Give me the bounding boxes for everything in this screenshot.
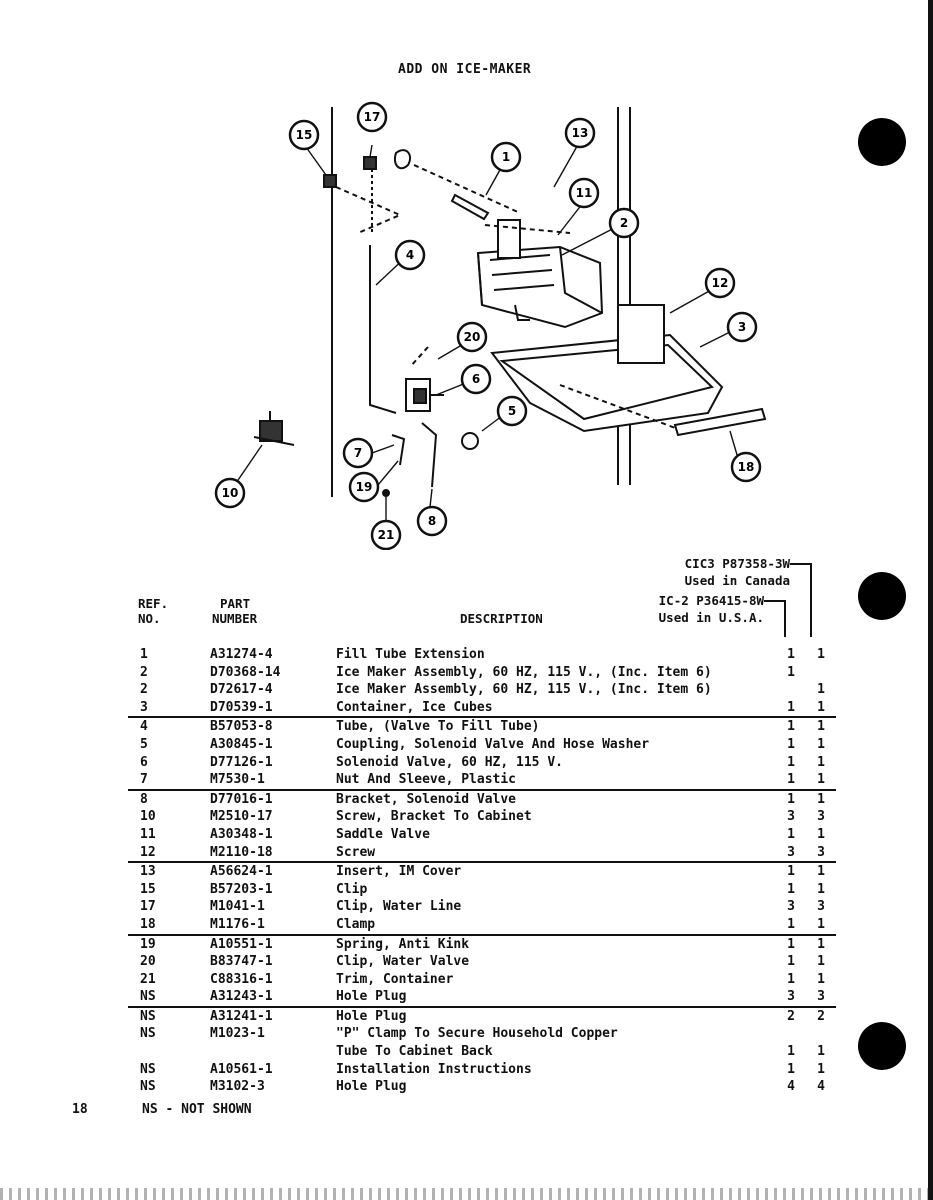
parts-table: [128, 646, 836, 1096]
ref-no-cell: 21: [140, 971, 156, 987]
qty-ic2-cell: 3: [787, 809, 795, 825]
part-number-cell: M3102-3: [210, 1079, 265, 1095]
svg-text:11: 11: [575, 186, 593, 200]
qty-cic3-cell: 1: [817, 736, 825, 752]
qty-ic2-cell: 1: [787, 736, 795, 752]
ref-no-cell: 4: [128, 717, 210, 736]
callout-15: [566, 119, 594, 147]
qty-cic3-cell: 1: [817, 916, 825, 932]
ref-no-cell: 17: [140, 899, 156, 915]
part-number-cell: A10551-1: [210, 935, 336, 954]
bracket-screw: [383, 490, 389, 496]
description-cell: "P" Clamp To Secure Household Copper: [336, 1026, 618, 1042]
hose-washer: [462, 433, 478, 449]
description-cell: Tube To Cabinet Back: [336, 1044, 493, 1060]
part-number-cell: M2110-18: [210, 844, 273, 860]
qty-cic3-cell: 1: [806, 862, 836, 881]
description-cell: Ice Maker Assembly, 60 HZ, 115 V., (Inc. Item 6): [336, 664, 712, 680]
qty-ic2-cell: 3: [787, 899, 795, 915]
parts-row: [128, 826, 836, 844]
parts-row: [128, 988, 836, 1007]
parts-row: [128, 971, 836, 989]
model-ic2-header: IC-2 P36415-8W Used in U.S.A.: [658, 593, 764, 625]
parts-row: [128, 681, 836, 699]
ref-no-cell: 12: [140, 844, 156, 860]
ref-no-cell: NS: [140, 989, 156, 1005]
callout-17: [290, 121, 318, 149]
part-number-cell: M2510-17: [210, 809, 273, 825]
solenoid-valve: [406, 379, 444, 411]
fill-tube: [452, 195, 488, 219]
part-number-cell: A10561-1: [210, 1061, 273, 1077]
description-cell: Trim, Container: [336, 971, 454, 987]
page-title: ADD ON ICE-MAKER: [398, 62, 532, 77]
svg-text:7: 7: [353, 446, 363, 460]
qty-cic3-cell: [806, 664, 836, 682]
ref-no-cell: 13: [128, 862, 210, 881]
description-header: DESCRIPTION: [460, 611, 543, 626]
callout-1: [492, 143, 520, 171]
qty-ic2-cell: 1: [787, 881, 795, 897]
ref-no-cell: 2: [140, 664, 148, 680]
parts-row: [128, 1007, 836, 1026]
qty-ic2-cell: 1: [787, 772, 795, 788]
qty-cic3-cell: 1: [806, 717, 836, 736]
qty-ic2-cell: 1: [787, 1044, 795, 1060]
ref-no-cell: 8: [128, 790, 210, 809]
svg-text:8: 8: [427, 514, 437, 528]
description-cell: Spring, Anti Kink: [336, 935, 776, 954]
callout-3: [728, 313, 756, 341]
qty-ic2-cell: 1: [787, 916, 795, 932]
clip-water-line: [324, 175, 336, 187]
ref-no-cell: NS: [128, 1007, 210, 1026]
qty-cic3-cell: 1: [817, 881, 825, 897]
qty-ic2-cell: 2: [776, 1007, 806, 1026]
svg-text:13: 13: [571, 126, 589, 140]
description-cell: Screw, Bracket To Cabinet: [336, 809, 532, 825]
description-cell: Hole Plug: [336, 1079, 407, 1095]
description-cell: Hole Plug: [336, 989, 407, 1005]
parts-row: [128, 898, 836, 916]
part-number-cell: D70368-14: [210, 664, 281, 680]
qty-ic2-cell: 1: [787, 826, 795, 842]
part-number-cell: D70539-1: [210, 699, 273, 715]
qty-ic2-cell: 1: [776, 935, 806, 954]
svg-text:17: 17: [363, 110, 381, 124]
qty-ic2-cell: 3: [787, 989, 795, 1005]
ref-no-cell: 2: [140, 682, 148, 698]
description-cell: Solenoid Valve, 60 HZ, 115 V.: [336, 754, 563, 770]
qty-cic3-cell: 1: [817, 754, 825, 770]
qty-cic3-cell: 1: [817, 1061, 825, 1077]
qty-cic3-cell: 1: [817, 1044, 825, 1060]
parts-row: [128, 790, 836, 809]
qty-cic3-cell: 1: [817, 826, 825, 842]
part-number-cell: D77016-1: [210, 790, 336, 809]
description-cell: Screw: [336, 844, 376, 860]
callout-7: [344, 439, 372, 467]
parts-row: [128, 916, 836, 935]
ref-no-cell: 19: [128, 935, 210, 954]
qty-ic2-cell: 1: [787, 754, 795, 770]
parts-row: [128, 935, 836, 954]
ref-no-cell: 11: [140, 826, 156, 842]
svg-text:1: 1: [501, 150, 511, 164]
callout-10: [372, 521, 400, 549]
cic3-bracket: [790, 563, 812, 637]
qty-cic3-cell: 3: [817, 844, 825, 860]
part-number-cell: B57203-1: [210, 881, 273, 897]
callout-8: [418, 507, 446, 535]
description-cell: Clip, Water Valve: [336, 954, 470, 970]
qty-ic2-cell: 1: [787, 954, 795, 970]
callout-11: [216, 479, 244, 507]
description-cell: Installation Instructions: [336, 1061, 532, 1077]
ref-no-cell: 6: [140, 754, 148, 770]
parts-row: [128, 1061, 836, 1079]
callout-4: [396, 241, 424, 269]
ref-no-cell: NS: [140, 1026, 156, 1042]
parts-row: [128, 1043, 836, 1061]
qty-cic3-cell: 1: [817, 699, 825, 715]
punch-hole-bottom: [858, 1022, 906, 1070]
callout-13: [706, 269, 734, 297]
description-cell: Insert, IM Cover: [336, 862, 776, 881]
description-cell: Clip, Water Line: [336, 899, 462, 915]
ic2-bracket: [764, 600, 786, 637]
qty-ic2-cell: 1: [787, 1061, 795, 1077]
qty-cic3-cell: 1: [817, 772, 825, 788]
parts-row: [128, 664, 836, 682]
callout-6: [462, 365, 490, 393]
model-cic3-header: CIC3 P87358-3W Used in Canada: [684, 556, 790, 588]
ref-no-cell: 15: [140, 881, 156, 897]
callout-21: [732, 453, 760, 481]
qty-ic2-cell: 1: [776, 717, 806, 736]
callout-2: [610, 209, 638, 237]
part-number-cell: A31274-4: [210, 647, 273, 662]
ice-maker-assembly: [478, 220, 602, 327]
svg-text:18: 18: [737, 460, 755, 474]
svg-text:20: 20: [463, 330, 481, 344]
svg-text:10: 10: [221, 486, 239, 500]
qty-cic3-cell: 3: [817, 899, 825, 915]
qty-cic3-cell: [806, 1025, 836, 1043]
parts-row: [128, 771, 836, 790]
parts-row: [128, 1025, 836, 1043]
callout-5: [498, 397, 526, 425]
parts-row: [128, 953, 836, 971]
part-number-cell: B57053-8: [210, 717, 336, 736]
part-number-cell: M1041-1: [210, 899, 265, 915]
qty-ic2-cell: 1: [787, 699, 795, 715]
ref-no-header: REF. NO.: [138, 596, 169, 626]
parts-row: [128, 699, 836, 718]
callout-18: [358, 103, 386, 131]
ref-no-cell: 10: [140, 809, 156, 825]
ref-no-cell: NS: [140, 1079, 156, 1095]
clamp: [364, 157, 376, 169]
parts-row: [128, 808, 836, 826]
description-cell: Tube, (Valve To Fill Tube): [336, 717, 776, 736]
part-number-cell: M1176-1: [210, 916, 265, 932]
part-number-cell: C88316-1: [210, 971, 273, 987]
part-number-cell: A30845-1: [210, 736, 273, 752]
part-number-cell: A56624-1: [210, 862, 336, 881]
qty-ic2-cell: [776, 1025, 806, 1043]
description-cell: Ice Maker Assembly, 60 HZ, 115 V., (Inc. Item 6): [336, 682, 712, 698]
parts-row: [128, 844, 836, 863]
part-number-cell: A31241-1: [210, 1007, 336, 1026]
solenoid-bracket: [422, 423, 436, 487]
exploded-parts-diagram: [200, 95, 790, 550]
description-cell: Fill Tube Extension: [336, 647, 485, 662]
svg-text:12: 12: [711, 276, 729, 290]
qty-ic2-cell: 1: [776, 862, 806, 881]
coupling: [395, 150, 410, 168]
svg-text:5: 5: [507, 404, 517, 418]
ref-no-cell: 18: [140, 916, 156, 932]
qty-cic3-cell: 3: [817, 989, 825, 1005]
part-number-cell: M1023-1: [210, 1026, 265, 1042]
qty-cic3-cell: 1: [806, 790, 836, 809]
description-cell: Saddle Valve: [336, 826, 430, 842]
saddle-valve: [254, 411, 294, 445]
qty-ic2-cell: 1: [787, 971, 795, 987]
description-cell: Clip: [336, 881, 368, 897]
callout-12: [570, 179, 598, 207]
part-number-cell: [210, 1043, 336, 1061]
description-cell: Nut And Sleeve, Plastic: [336, 772, 517, 788]
qty-cic3-cell: 1: [817, 682, 825, 698]
part-number-cell: A31243-1: [210, 989, 273, 1005]
svg-text:15: 15: [295, 128, 313, 142]
callout-19: [350, 473, 378, 501]
ref-no-cell: 5: [140, 736, 148, 752]
part-number-cell: D72617-4: [210, 682, 273, 698]
part-number-cell: B83747-1: [210, 954, 273, 970]
description-cell: Hole Plug: [336, 1007, 776, 1026]
svg-text:3: 3: [737, 320, 747, 334]
footer-note: NS - NOT SHOWN: [142, 1102, 252, 1117]
parts-row: [128, 881, 836, 899]
anti-kink-spring: [392, 435, 404, 465]
page-number: 18: [72, 1102, 88, 1117]
part-number-cell: A30348-1: [210, 826, 273, 842]
ref-no-cell: 1: [140, 647, 148, 662]
svg-text:2: 2: [619, 216, 629, 230]
parts-row: [128, 646, 836, 664]
ref-no-cell: 3: [140, 699, 148, 715]
svg-text:6: 6: [471, 372, 481, 386]
scan-edge: [0, 1188, 933, 1200]
qty-ic2-cell: [776, 681, 806, 699]
parts-row: [128, 736, 836, 754]
qty-cic3-cell: 4: [817, 1079, 825, 1095]
punch-hole-top: [858, 118, 906, 166]
parts-row: [128, 862, 836, 881]
ref-no-cell: NS: [140, 1061, 156, 1077]
qty-cic3-cell: 1: [806, 935, 836, 954]
punch-hole-middle: [858, 572, 906, 620]
ref-no-cell: 7: [140, 772, 148, 788]
qty-ic2-cell: 3: [787, 844, 795, 860]
parts-row: [128, 717, 836, 736]
qty-ic2-cell: 4: [787, 1079, 795, 1095]
svg-text:21: 21: [377, 528, 395, 542]
svg-text:4: 4: [405, 248, 415, 262]
ref-no-cell: [128, 1043, 210, 1061]
parts-row: [128, 754, 836, 772]
callout-20: [458, 323, 486, 351]
description-cell: Clamp: [336, 916, 376, 932]
qty-cic3-cell: 1: [817, 971, 825, 987]
qty-ic2-cell: 1: [787, 647, 795, 662]
description-cell: Container, Ice Cubes: [336, 699, 493, 715]
qty-cic3-cell: 1: [817, 647, 825, 662]
ref-no-cell: 20: [140, 954, 156, 970]
qty-ic2-cell: 1: [776, 790, 806, 809]
description-cell: Coupling, Solenoid Valve And Hose Washer: [336, 736, 650, 752]
svg-text:19: 19: [355, 480, 373, 494]
part-number-cell: M7530-1: [210, 772, 265, 788]
qty-cic3-cell: 3: [817, 809, 825, 825]
qty-cic3-cell: 2: [806, 1007, 836, 1026]
description-cell: Bracket, Solenoid Valve: [336, 790, 776, 809]
part-number-header: PART NUMBER: [212, 596, 258, 626]
parts-row: [128, 1078, 836, 1096]
qty-cic3-cell: 1: [817, 954, 825, 970]
part-number-cell: D77126-1: [210, 754, 273, 770]
qty-ic2-cell: 1: [787, 664, 795, 680]
